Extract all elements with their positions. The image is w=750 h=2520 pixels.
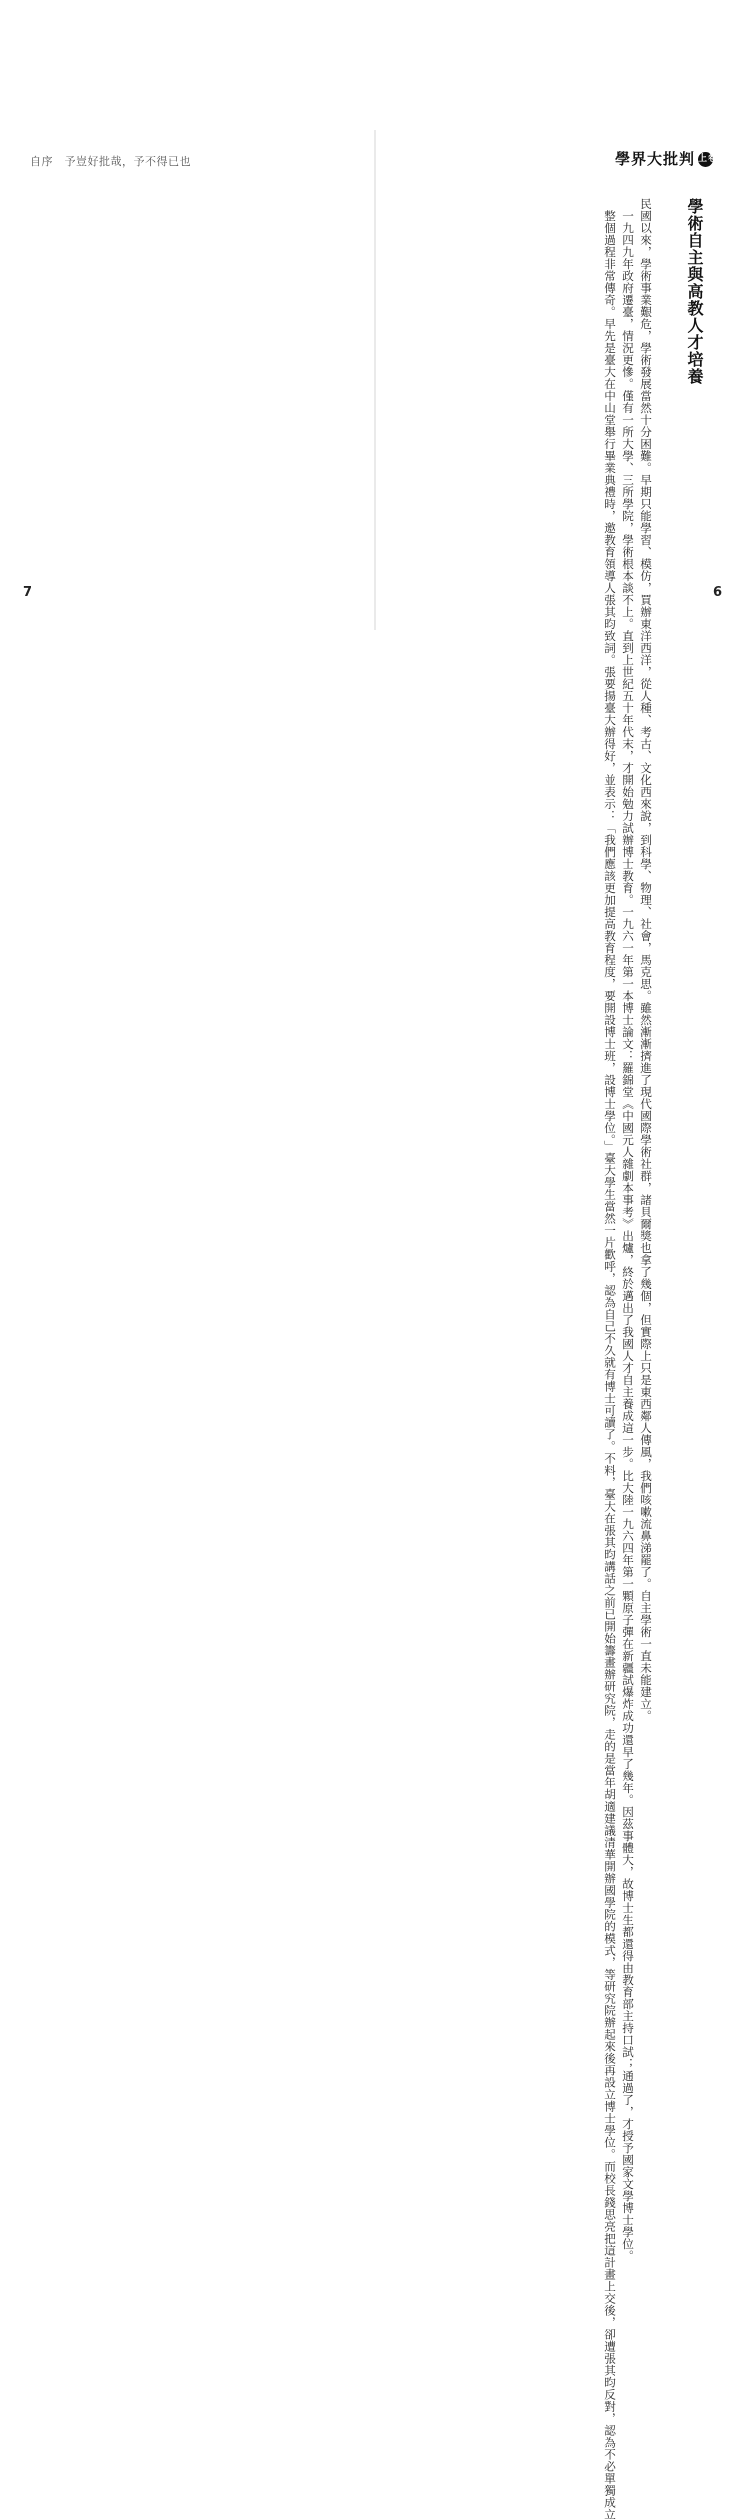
left-page: [0, 0, 375, 750]
volume-badge: 上卷: [698, 152, 713, 167]
running-head-left: 自序 予豈好批哉，予不得已也: [30, 155, 191, 168]
book-title: 學界大批判: [615, 150, 696, 168]
right-page-body-text: 民國以來，學術事業艱危，學術發展當然十分困難。早期只能學習、模仿，買辦東洋西洋，從人種、考古、文化西來說，到科學、物理、社會，馬克思。雖然漸漸擠進了現代國際學術社群，諸貝爾獎也拿了幾個，但實際上只是東西鄰人傳風，我們咳嗽流鼻涕罷了。自主學術一直未能建立。 一九四九年政府遷臺，情況更慘。僅有一所大學、三所學院，學術根本談不上。直到上世紀五十年代末，才開始勉力試辦博士教育。一九六一年第一本博士論文：羅錦堂《中國元人雜劇本事考》出爐，終於邁出了我國人才自主養成這一步。比大陸一九六四年第一顆原子彈在新疆試爆炸成功還早了幾年。因茲事體大，故博士生都還得由教育部主持口試；通過了，才授予國家文學博士學位。 整個過程非常傳奇。早先是臺大在中山堂舉行畢業典禮時，邀教育領導人張其昀致詞。張要揚臺大辦得好，並表示：「我們應該更加提高教育程度，要開設博士班，設博士學位。」臺大學生當然一片歡呼，認為自己不久就有博士可讀了。不料，臺大在張其昀講話之前已開始籌畫辦研究院，走的是當年胡適建議清華開辦國學院的模式，等研究院辦起來後再設立博士學位。而校長錢思亮把這計畫上交後，卻遭張其昀反對，認為不必單獨成立: [603, 198, 653, 2520]
page-number-left: 7: [23, 585, 33, 600]
section-title: 學術自主與高教人才培養: [685, 198, 704, 385]
page-number-right: 6: [713, 585, 723, 600]
running-head-right: [615, 148, 719, 169]
